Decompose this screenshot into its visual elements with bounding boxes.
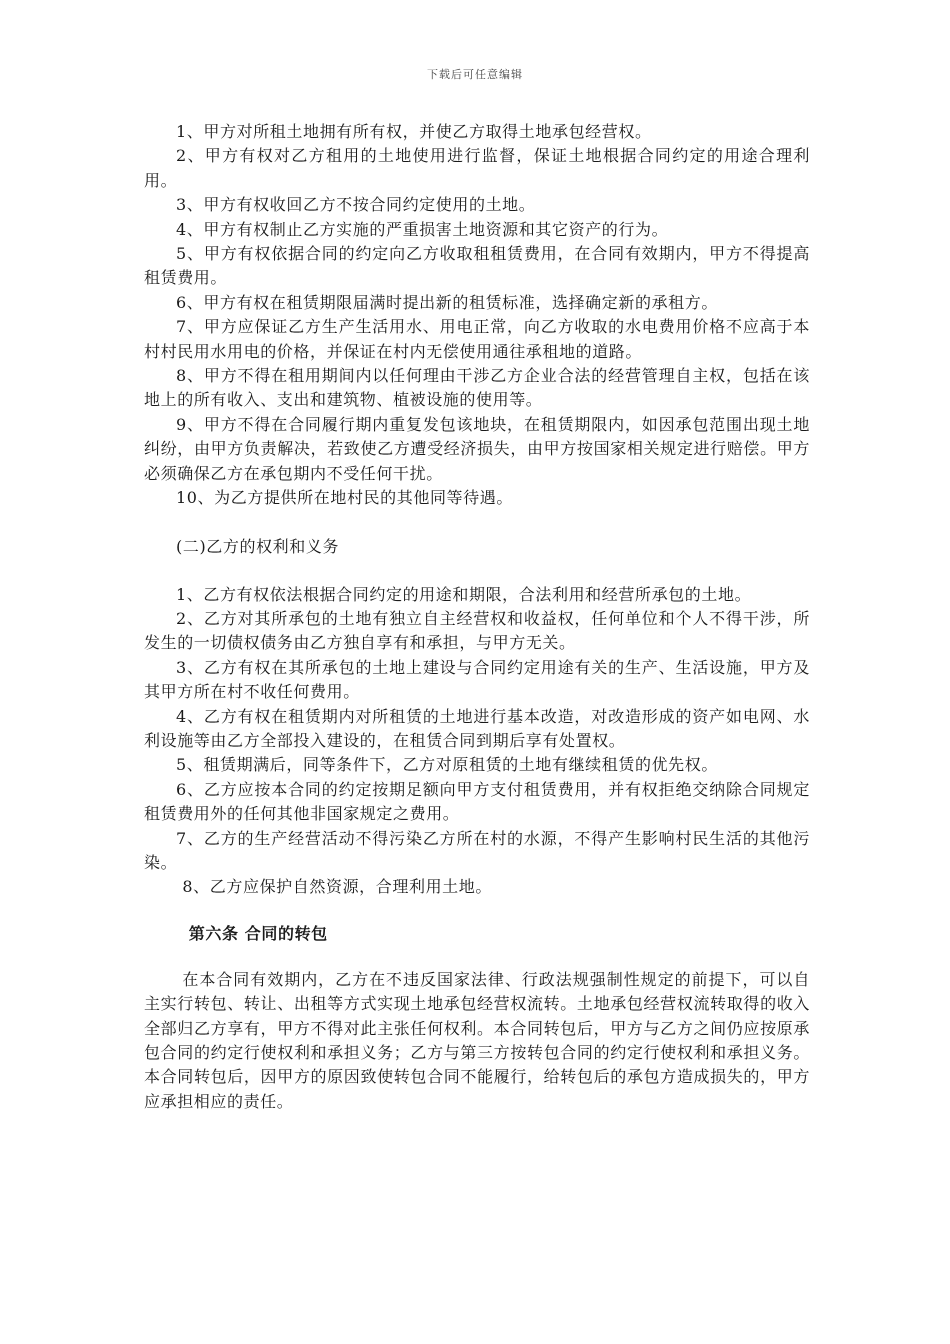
party-b-section-heading: (二)乙方的权利和义务 bbox=[176, 536, 340, 556]
party-b-item-4: 4、乙方有权在租赁期内对所租赁的土地进行基本改造，对改造形成的资产如电网、水利设施等由乙方全部投入建设的，在租赁合同到期后享有处置权。 bbox=[144, 706, 810, 750]
article-six-body: 在本合同有效期内，乙方在不违反国家法律、行政法规强制性规定的前提下，可以自主实行转包、转让、出租等方式实现土地承包经营权流转。土地承包经营权流转取得的收入全部归乙方享有，甲方不得对此主张任何权利。本合同转包后，甲方与乙方之间仍应按原承包合同的约定行使权利和承担义务；乙方与第三方按转包合同的约定行使权利和承担义务。本合同转包后，因甲方的原因致使转包合同不能履行，给转包后的承包方造成损失的，甲方应承担相应的责任。 bbox=[144, 969, 810, 1111]
party-a-item-10: 10、为乙方提供所在地村民的其他同等待遇。 bbox=[176, 488, 513, 508]
party-b-item-7: 7、乙方的生产经营活动不得污染乙方所在村的水源，不得产生影响村民生活的其他污染。 bbox=[144, 828, 810, 872]
party-a-item-9: 9、甲方不得在合同履行期内重复发包该地块，在租赁期限内，如因承包范围出现土地纠纷，由甲方负责解决，若致使乙方遭受经济损失，由甲方按国家相关规定进行赔偿。甲方必须确保乙方在承包期内不受任何干扰。 bbox=[144, 414, 810, 483]
document-body bbox=[144, 120, 810, 1114]
party-b-item-8: 8、乙方应保护自然资源，合理利用土地。 bbox=[182, 877, 492, 897]
party-a-item-4: 4、甲方有权制止乙方实施的严重损害土地资源和其它资产的行为。 bbox=[176, 219, 669, 239]
party-b-item-3: 3、乙方有权在其所承包的土地上建设与合同约定用途有关的生产、生活设施，甲方及其甲方所在村不收任何费用。 bbox=[144, 657, 810, 702]
party-a-item-8: 8、甲方不得在租用期间内以任何理由干涉乙方企业合法的经营管理自主权，包括在该地上的所有收入、支出和建筑物、植被设施的使用等。 bbox=[144, 366, 810, 410]
party-b-item-6: 6、乙方应按本合同的约定按期足额向甲方支付租赁费用，并有权拒绝交纳除合同规定租赁费用外的任何其他非国家规定之费用。 bbox=[144, 779, 810, 824]
party-a-item-6: 6、甲方有权在租赁期限届满时提出新的租赁标准，选择确定新的承租方。 bbox=[176, 292, 718, 312]
party-a-item-2: 2、甲方有权对乙方租用的土地使用进行监督，保证土地根据合同约定的用途合理利用。 bbox=[144, 146, 810, 190]
party-b-item-5: 5、租赁期满后，同等条件下，乙方对原租赁的土地有继续租赁的优先权。 bbox=[176, 755, 718, 775]
party-a-item-1: 1、甲方对所租土地拥有所有权，并使乙方取得土地承包经营权。 bbox=[176, 122, 652, 141]
page-header: 下载后可任意编辑 bbox=[427, 68, 523, 81]
party-b-item-1: 1、乙方有权依法根据合同约定的用途和期限，合法利用和经营所承包的土地。 bbox=[176, 584, 752, 604]
article-six-heading: 第六条 合同的转包 bbox=[188, 923, 328, 943]
party-a-item-5: 5、甲方有权依据合同的约定向乙方收取租租赁费用，在合同有效期内，甲方不得提高租赁费用。 bbox=[144, 244, 810, 288]
party-b-item-2: 2、乙方对其所承包的土地有独立自主经营权和收益权，任何单位和个人不得干涉，所发生的一切债权债务由乙方独自享有和承担，与甲方无关。 bbox=[144, 608, 810, 653]
party-a-item-7: 7、甲方应保证乙方生产生活用水、用电正常，向乙方收取的水电费用价格不应高于本村村民用水用电的价格，并保证在村内无偿使用通往承租地的道路。 bbox=[144, 317, 810, 361]
party-a-item-3: 3、甲方有权收回乙方不按合同约定使用的土地。 bbox=[176, 195, 536, 215]
